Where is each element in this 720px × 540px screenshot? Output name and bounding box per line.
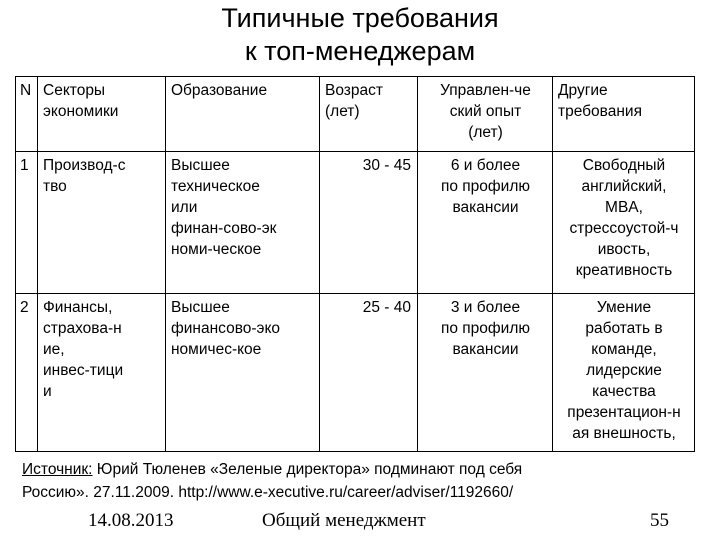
cell-education: Высшее финансово-эко номичес-кое [166, 294, 320, 452]
table-row [16, 294, 695, 452]
header-cell-age: Возраст (лет) [320, 77, 418, 152]
header-cell-other: Другие требования [553, 77, 695, 152]
cell-experience: 3 и более по профилю вакансии [418, 294, 553, 452]
cell-education: Высшее техническое или финан-сово-эк номи-ческое [166, 152, 320, 294]
footer-date: 14.08.2013 [88, 510, 174, 531]
requirements-table [15, 76, 695, 452]
footer-subject: Общий менеджмент [262, 510, 426, 531]
slide-title-line-2: к топ-менеджерам [244, 36, 476, 66]
table-header-row [16, 77, 695, 152]
source-label: Источник: [22, 461, 93, 478]
cell-sector: Финансы, страхова-н ие, инвес-тици и [38, 294, 166, 452]
slide-title-line-1: Типичные требования [221, 3, 499, 33]
header-cell-education: Образование [166, 77, 320, 152]
table-row [16, 152, 695, 294]
cell-number: 1 [16, 152, 38, 294]
cell-age: 25 - 40 [320, 294, 418, 452]
source-citation [22, 458, 702, 504]
cell-other: Свободный английский, MBA, стрессоустой-ч ивость, креативность [553, 152, 695, 294]
cell-sector: Производ-с тво [38, 152, 166, 294]
cell-number: 2 [16, 294, 38, 452]
slide-title [0, 2, 720, 68]
page-number: 55 [650, 510, 669, 531]
header-cell-number: N [16, 77, 38, 152]
cell-other: Умение работать в команде, лидерские качества презентацион-н ая внешность, [553, 294, 695, 452]
source-text-line-1: Юрий Тюленев «Зеленые директора» подминают под себя [92, 461, 523, 478]
header-cell-experience: Управлен-че ский опыт (лет) [418, 77, 553, 152]
header-cell-sector: Секторы экономики [38, 77, 166, 152]
source-text-line-2: Россию». 27.11.2009. http://www.e-xecutive.ru/career/adviser/1192660/ [22, 484, 514, 501]
cell-experience: 6 и более по профилю вакансии [418, 152, 553, 294]
cell-age: 30 - 45 [320, 152, 418, 294]
